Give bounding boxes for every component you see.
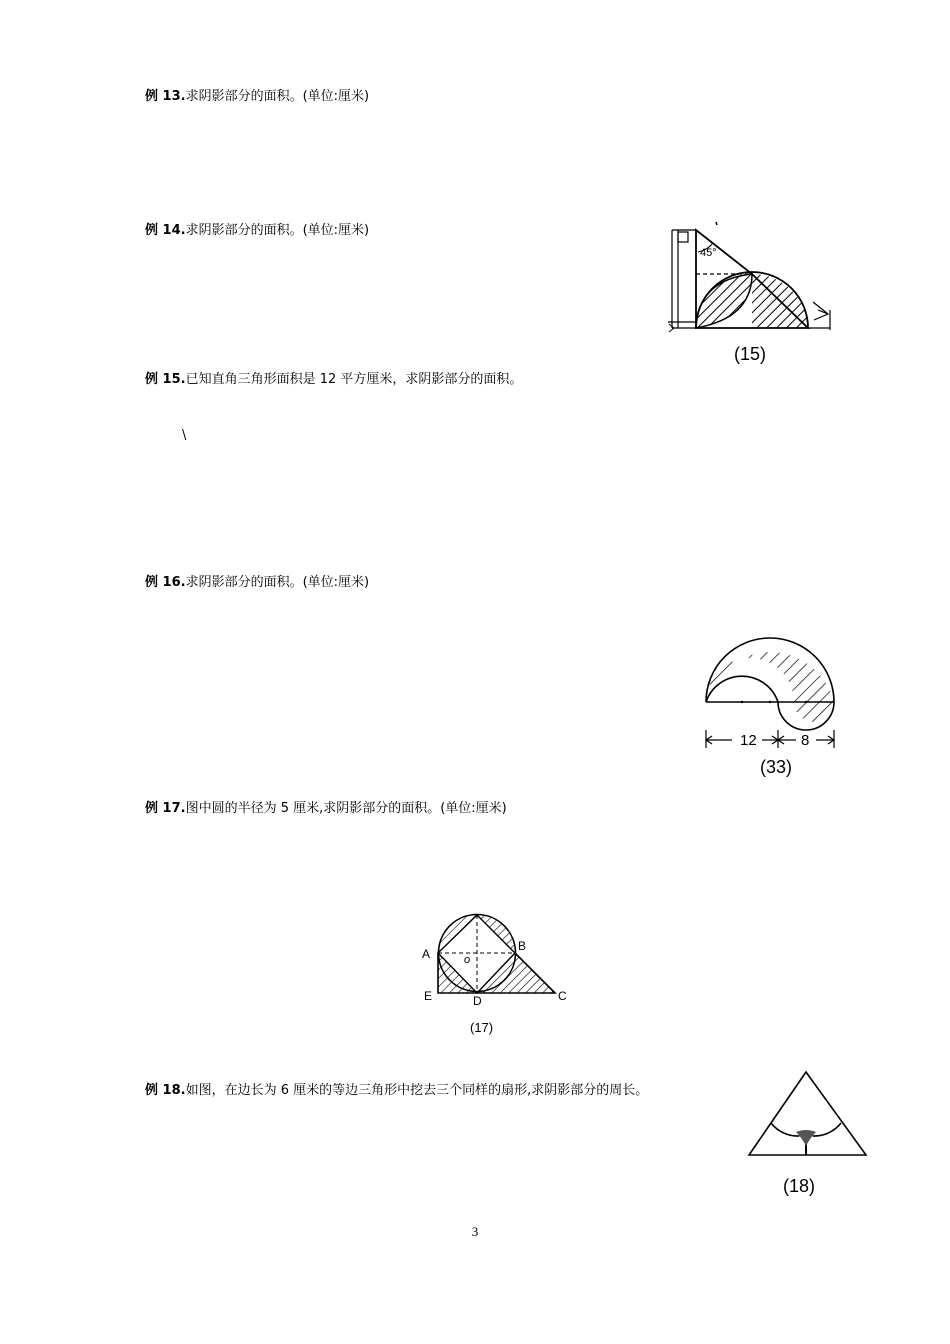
problem-15 — [145, 372, 522, 388]
problem-16-text: 求阴影部分的面积。(单位:厘米) — [185, 575, 370, 590]
problem-13-number: 例 13. — [145, 89, 186, 104]
figure-17-shading — [438, 915, 555, 993]
problem-17-text: 图中圆的半径为 5 厘米,求阴影部分的面积。(单位:厘米) — [185, 801, 507, 816]
point-D-label: D — [473, 994, 482, 1005]
problem-17-number: 例 17. — [145, 801, 186, 816]
problem-14 — [145, 223, 369, 239]
figure-15-triangle-semicircle — [668, 218, 838, 336]
figure-33-caption: (33) — [760, 757, 793, 777]
problem-18 — [145, 1083, 648, 1099]
problem-13 — [145, 89, 369, 105]
figure-33-shading — [706, 652, 834, 722]
dimension-12-label: 12 — [740, 732, 757, 749]
figure-15-shading — [696, 274, 808, 328]
figure-18-shaded-region — [796, 1130, 816, 1146]
problem-18-number: 例 18. — [145, 1083, 186, 1098]
figure-17-caption: (17) — [470, 1020, 494, 1035]
dimension-8-label: 8 — [801, 732, 810, 749]
problem-16 — [145, 575, 369, 591]
problem-17 — [145, 801, 507, 817]
center-O-label: o — [464, 954, 471, 966]
angle-45-label: 45° — [700, 247, 717, 259]
point-C-label: C — [558, 989, 567, 1003]
problem-13-text: 求阴影部分的面积。(单位:厘米) — [185, 89, 370, 104]
point-A-label: A — [422, 947, 431, 961]
problem-15-text: 已知直角三角形面积是 12 平方厘米，求阴影部分的面积。 — [185, 372, 523, 387]
figure-18-caption: (18) — [783, 1176, 816, 1196]
figure-17-circle-trapezoid — [418, 905, 573, 1005]
stray-backslash-mark: \ — [182, 428, 187, 443]
page-number: 3 — [471, 1224, 479, 1239]
problem-18-text: 如图，在边长为 6 厘米的等边三角形中挖去三个同样的扇形,求阴影部分的周长。 — [185, 1083, 649, 1098]
point-E-label: E — [424, 989, 433, 1003]
figure-33-semicircles — [700, 630, 840, 756]
problem-14-text: 求阴影部分的面积。(单位:厘米) — [185, 223, 370, 238]
figure-18-triangle-sectors — [744, 1066, 872, 1162]
problem-15-number: 例 15. — [145, 372, 186, 387]
problem-16-number: 例 16. — [145, 575, 186, 590]
point-B-label: B — [518, 939, 527, 953]
problem-14-number: 例 14. — [145, 223, 186, 238]
figure-15-caption: (15) — [734, 344, 767, 364]
